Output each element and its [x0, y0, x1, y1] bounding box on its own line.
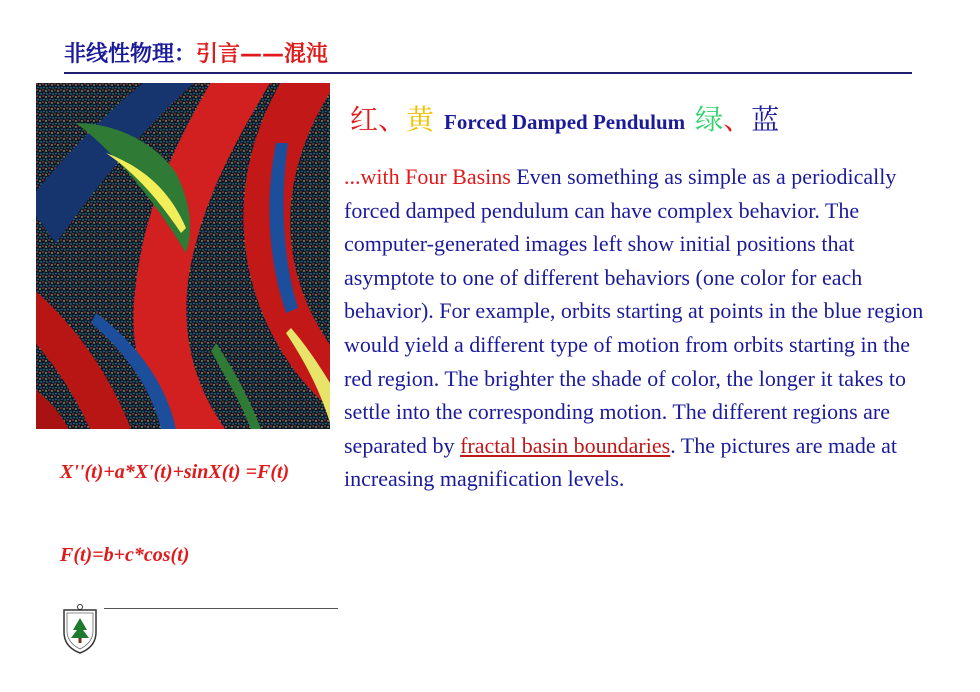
title-separator: 、	[723, 103, 752, 136]
title-blue-label: 蓝	[751, 103, 780, 136]
paragraph-ending: . The pictures are made at increasing magnification levels.	[344, 432, 898, 492]
title-green-label: 绿	[695, 103, 724, 136]
header-topic: 引言——混沌	[196, 42, 329, 67]
paragraph-body: Even something as simple as a periodically forced damped pendulum can have complex behavior. The computer-generated images left show initial positions that asymptote to one of different behaviors (one color for each behavior). For example, orbits starting at points in the blue region would yield a different type of motion from orbits starting in the red region. The brighter the shade of color, the longer it takes to settle into the corresponding motion. The different regions are separated by	[344, 164, 924, 458]
title-yellow-label: 黄	[406, 103, 435, 136]
title-separator: 、	[378, 103, 407, 136]
fractal-basin-image	[36, 83, 330, 429]
header-course-title: 非线性物理：	[64, 42, 197, 67]
description-paragraph	[344, 160, 930, 496]
slide-header	[64, 40, 912, 74]
university-logo	[62, 604, 98, 654]
pendulum-equation: X''(t)+a*X'(t)+sinX(t) =F(t)	[60, 461, 290, 483]
fractal-basin-boundaries-link[interactable]: fractal basin boundaries	[460, 432, 671, 458]
title-line	[350, 100, 779, 140]
paragraph-lead: ...with Four Basins	[344, 164, 511, 189]
forcing-equation: F(t)=b+c*cos(t)	[60, 544, 190, 566]
footer-divider	[104, 608, 338, 609]
title-english: Forced Damped Pendulum	[444, 110, 686, 134]
title-red-label: 红	[350, 103, 379, 136]
